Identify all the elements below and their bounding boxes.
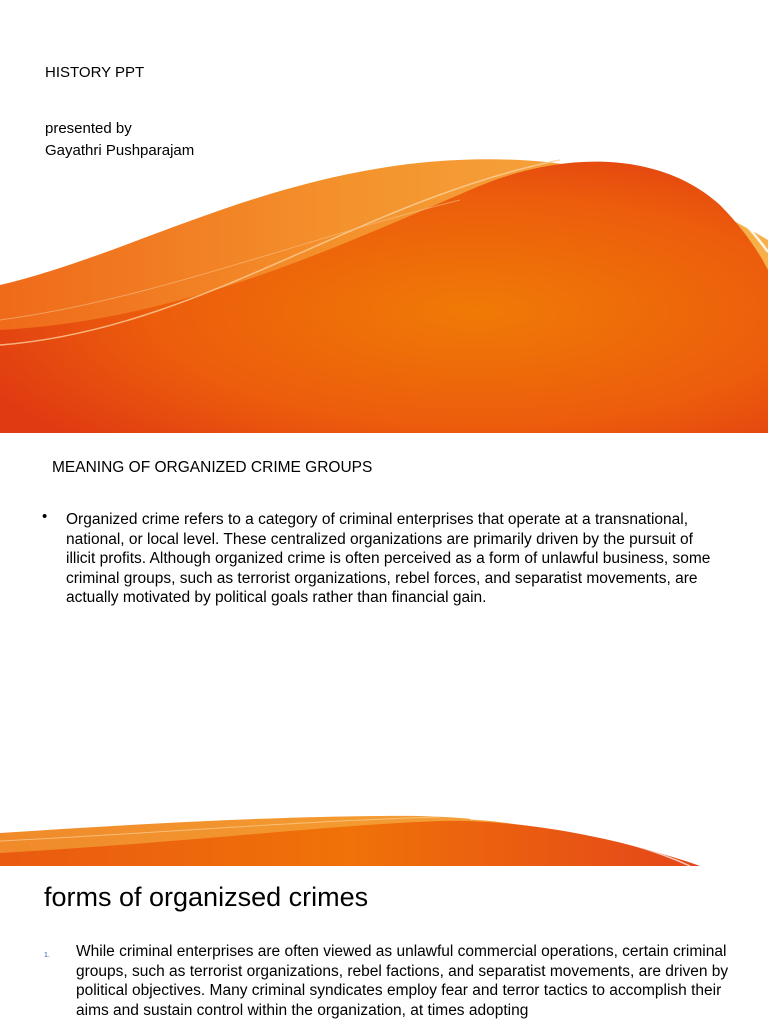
meaning-slide bbox=[0, 433, 768, 866]
list-number: 1. bbox=[44, 952, 50, 959]
presented-by-label: presented by bbox=[45, 120, 132, 137]
forms-slide bbox=[0, 866, 768, 1024]
orange-wave-footer-graphic bbox=[0, 433, 768, 866]
section-heading: MEANING OF ORGANIZED CRIME GROUPS bbox=[52, 459, 373, 476]
forms-paragraph: While criminal enterprises are often viewed as unlawful commercial operations, certain criminal groups, such as terrorist organizations, rebel factions, and separatist movements, are driven by political objectives. Many criminal syndicates employ fear and terror tactics to accomplish their aims and sustain control within the organization, at times adopting bbox=[76, 943, 729, 1019]
definition-paragraph: Organized crime refers to a category of criminal enterprises that operate at a transnational, national, or local level. These centralized organizations are primarily driven by the pursuit of illicit profits. Although organized crime is often perceived as a form of unlawful business, some criminal groups, such as terrorist organizations, rebel forces, and separatist movements, are actually motivated by political goals rather than financial gain. bbox=[66, 511, 711, 606]
title-slide bbox=[0, 0, 768, 433]
bullet-icon: • bbox=[42, 508, 48, 525]
slide-heading: forms of organizsed crimes bbox=[44, 882, 369, 912]
presentation-title: HISTORY PPT bbox=[45, 64, 145, 81]
author-name: Gayathri Pushparajam bbox=[45, 142, 195, 159]
